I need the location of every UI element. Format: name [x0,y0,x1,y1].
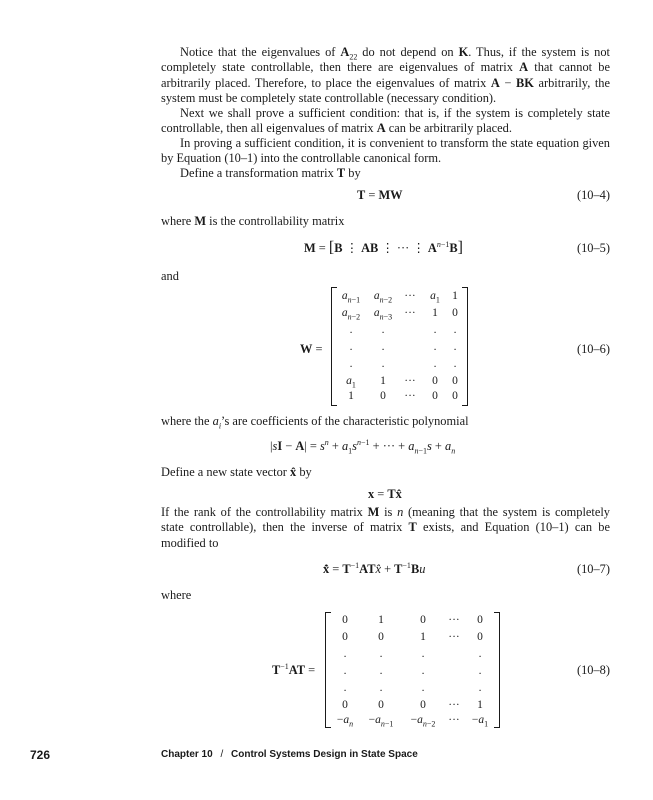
footer-separator: / [220,749,224,760]
matrix-tat-cell: . [421,665,425,677]
equation-number-10-6: (10–6) [576,342,610,356]
equation-number-10-4: (10–4) [576,188,610,202]
matrix-w-cell: . [433,341,437,353]
matrix-tat-cell: 0 [342,614,348,626]
matrix-w-cell: $a_{n-2}$ [373,290,393,305]
matrix-w-cell: . [349,341,353,353]
matrix-w-cell: . [453,324,457,336]
paragraph-define-t: Define a transformation matrix T by [180,166,361,180]
matrix-tat-cell: 0 [342,631,348,643]
matrix-w [335,290,461,402]
paragraph-where: where [161,588,192,602]
matrix-tat-cell: 1 [477,699,483,711]
matrix-w-cell: 0 [432,375,438,387]
paragraph-new-state-vector: Define a new state vector x̂ by [161,465,312,479]
matrix-w-cell: . [349,358,353,370]
matrix-w-cell: ··· [404,375,416,387]
matrix-tat-cell: 0 [477,614,483,626]
matrix-tat-cell: 0 [342,699,348,711]
matrix-w-cell: 0 [380,390,386,402]
matrix-w-cell: . [381,341,385,353]
matrix-tat-cell: 1 [420,631,426,643]
matrix-w-cell: 1 [380,375,386,387]
matrix-tat-cell: . [379,682,383,694]
matrix-tat-cell: 0 [378,699,384,711]
matrix-tat-cell: . [421,648,425,660]
matrix-tat [328,614,494,729]
page-number: 726 [30,748,51,762]
matrix-w-cell: ··· [404,307,416,319]
equation-number-10-5: (10–5) [576,241,610,255]
matrix-w-cell: . [381,358,385,370]
matrix-tat-cell: . [379,665,383,677]
paragraph-proof-intro: In proving a sufficient condition, it is convenient to transform the state equation given by Equation (10–1) into the controllable canonical form. [161,136,610,166]
equation-xhat-dot: x̂̇ = $T^{-1}ATx̂ + T^{-1}Bu$ [323,560,426,576]
matrix-tat-cell: ··· [448,699,460,711]
matrix-tat-cell: 0 [477,631,483,643]
matrix-w-cell: 1 [452,290,458,302]
paragraph-controllability-matrix: where M is the controllability matrix [161,214,345,228]
matrix-tat-cell: . [478,648,482,660]
matrix-tat-cell: . [379,648,383,660]
matrix-tat-cell: ··· [448,631,460,643]
equation-x-t-xhat: x = Tx̂ [368,487,402,501]
chapter-footer [161,749,418,760]
matrix-tat-cell: $-a_1$ [471,714,489,729]
paragraph-necessary-condition: Notice that the eigenvalues of $A_{22}$ do not depend on K. Thus, if the system is not completely state controllable, then there are eigenvalues of matrix A that cannot be arbitrarily placed. Therefore, to place the eigenvalues of matrix A − BK arbitrarily, the system must be completely state controllable (necessary condition). [161,45,611,105]
matrix-tat-cell: . [343,665,347,677]
matrix-tat-cell: $-a_{n-2}$ [410,714,436,729]
matrix-w-cell: $a_{n-3}$ [373,307,393,322]
matrix-tat-cell: ··· [448,714,460,726]
matrix-w-cell: 0 [432,390,438,402]
matrix-tat-cell: 0 [420,614,426,626]
equation-number-10-8: (10–8) [576,663,610,677]
matrix-tat-cell: . [478,682,482,694]
equation-controllability-matrix: M = [B ⋮ AB ⋮ ··· ⋮ $A^{n-1}B$] [304,239,463,256]
matrix-tat-cell: . [343,682,347,694]
paragraph-and: and [161,269,179,283]
matrix-tat-cell: $-a_n$ [336,714,354,729]
matrix-tat-cell: . [478,665,482,677]
matrix-w-cell: . [453,341,457,353]
matrix-w-cell: $a_{n-2}$ [341,307,361,322]
matrix-tat-cell: . [343,648,347,660]
matrix-w-cell: . [381,324,385,336]
matrix-tat-cell: $-a_{n-1}$ [368,714,394,729]
matrix-tat-cell: . [421,682,425,694]
paragraph-coefficients: where the $a_i’s$ are coefficients of the characteristic polynomial [161,414,469,431]
equation-w-lhs: W = [300,342,323,356]
equation-tat-lhs: $T^{-1}AT$ = [272,661,316,677]
equation-number-10-7: (10–7) [576,562,610,576]
matrix-w-cell: $a_{n-1}$ [341,290,361,305]
matrix-w-cell: $a_1$ [430,290,440,305]
matrix-w-cell: . [433,358,437,370]
chapter-title: Control Systems Design in State Space [231,749,418,760]
matrix-w-cell: ··· [404,390,416,402]
paragraph-rank-condition: If the rank of the controllability matrix M is n (meaning that the system is completely state controllable), then the inverse of matrix T exists, and Equation (10–1) can be modified to [161,505,611,550]
matrix-tat-cell: 1 [378,614,384,626]
equation-characteristic-polynomial: $|sI - A| = s^n + a_1s^{n-1}$ + ··· + $a_{n-1}s + a_n$ [270,437,456,456]
matrix-tat-cell: ··· [448,614,460,626]
matrix-w-cell: ··· [404,290,416,302]
equation-t-mw: T = MW [357,188,403,202]
matrix-tat-cell: 0 [378,631,384,643]
chapter-label: Chapter 10 [161,749,213,760]
matrix-w-cell: 1 [432,307,438,319]
matrix-w-cell: $a_1$ [346,375,356,390]
paragraph-sufficient-condition: Next we shall prove a sufficient condition: that is, if the system is completely state controllable, then all eigenvalues of matrix A can be arbitrarily placed. [161,106,610,136]
matrix-w-cell: . [433,324,437,336]
matrix-tat-cell: 0 [420,699,426,711]
matrix-w-cell: 1 [348,390,354,402]
matrix-w-cell: 0 [452,375,458,387]
matrix-w-cell: . [349,324,353,336]
matrix-w-cell: 0 [452,307,458,319]
matrix-w-cell: 0 [452,390,458,402]
matrix-w-cell: . [453,358,457,370]
